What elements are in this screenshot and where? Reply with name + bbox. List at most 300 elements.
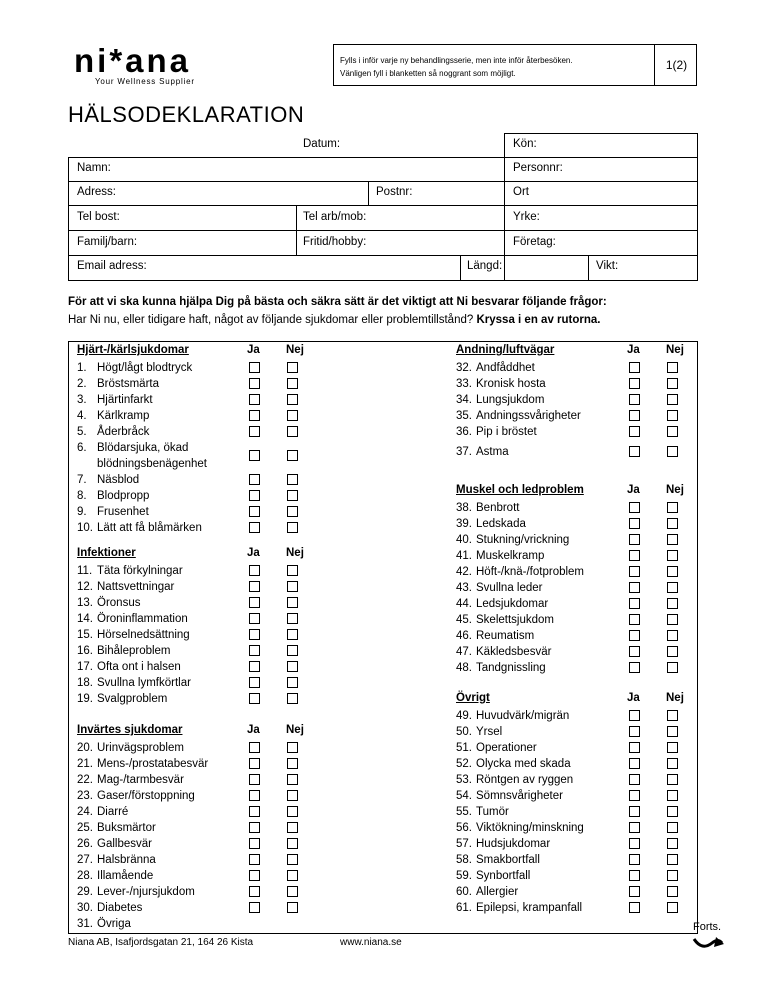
ja-checkbox[interactable] xyxy=(629,854,640,865)
ja-checkbox[interactable] xyxy=(249,774,260,785)
question-text: Mens-/prostatabesvär xyxy=(97,758,209,770)
ja-checkbox[interactable] xyxy=(249,522,260,533)
question-text: Frusenhet xyxy=(97,506,149,518)
question-item xyxy=(77,360,245,376)
ja-checkbox[interactable] xyxy=(629,550,640,561)
question-text: Öroninflammation xyxy=(97,613,188,625)
nej-checkbox[interactable] xyxy=(667,410,678,421)
ja-checkbox[interactable] xyxy=(249,758,260,769)
ja-checkbox[interactable] xyxy=(629,598,640,609)
question-number: 51. xyxy=(456,742,472,754)
ja-checkbox[interactable] xyxy=(629,534,640,545)
question-number: 24. xyxy=(77,806,93,818)
nej-checkbox[interactable] xyxy=(287,581,298,592)
question-number: 60. xyxy=(456,886,472,898)
section-title: Infektioner xyxy=(77,547,136,559)
tel-bost-field[interactable]: Tel bost: xyxy=(77,211,120,223)
question-item xyxy=(77,772,245,788)
question-item xyxy=(456,424,625,440)
nej-checkbox[interactable] xyxy=(667,598,678,609)
nej-checkbox[interactable] xyxy=(287,645,298,656)
question-item xyxy=(456,444,625,460)
question-number: 13. xyxy=(77,597,93,609)
question-item xyxy=(456,852,625,868)
question-item xyxy=(456,868,625,884)
ja-checkbox[interactable] xyxy=(249,902,260,913)
nej-checkbox[interactable] xyxy=(667,582,678,593)
question-text: Käkledsbesvär xyxy=(476,646,552,658)
question-text: Astma xyxy=(476,446,509,458)
question-item xyxy=(456,708,625,724)
question-text: Blödarsjuka, ökad xyxy=(97,442,189,454)
question-text: Synbortfall xyxy=(476,870,531,882)
nej-checkbox[interactable] xyxy=(287,362,298,373)
nej-checkbox[interactable] xyxy=(287,490,298,501)
ja-checkbox[interactable] xyxy=(249,645,260,656)
email-field[interactable]: Email adress: xyxy=(77,260,147,272)
nej-checkbox[interactable] xyxy=(667,362,678,373)
question-text: Täta förkylningar xyxy=(97,565,183,577)
nej-checkbox[interactable] xyxy=(287,790,298,801)
intro-instruction xyxy=(68,314,600,326)
question-text: Lungsjukdom xyxy=(476,394,545,406)
question-text: Näsblod xyxy=(97,474,140,486)
datum-field[interactable]: Datum: xyxy=(303,138,341,150)
nej-checkbox[interactable] xyxy=(667,774,678,785)
nej-checkbox[interactable] xyxy=(667,534,678,545)
question-item xyxy=(77,472,245,488)
question-number: 21. xyxy=(77,758,93,770)
question-item xyxy=(77,804,245,820)
nej-checkbox[interactable] xyxy=(287,565,298,576)
ja-checkbox[interactable] xyxy=(629,886,640,897)
question-number: 34. xyxy=(456,394,472,406)
question-item xyxy=(77,740,245,756)
question-number: 50. xyxy=(456,726,472,738)
ja-checkbox[interactable] xyxy=(629,902,640,913)
question-item xyxy=(456,836,625,852)
question-item xyxy=(77,563,245,579)
ja-checkbox[interactable] xyxy=(249,581,260,592)
question-text: Övriga xyxy=(97,918,131,930)
foretag-field[interactable]: Företag: xyxy=(513,236,556,248)
section-title: Hjärt-/kärlsjukdomar xyxy=(77,344,189,356)
nej-checkbox[interactable] xyxy=(287,474,298,485)
question-text: Benbrott xyxy=(476,502,520,514)
question-number: 16. xyxy=(77,645,93,657)
question-item xyxy=(456,516,625,532)
vikt-field[interactable]: Vikt: xyxy=(596,260,619,272)
question-number: 10. xyxy=(77,522,93,534)
ja-checkbox[interactable] xyxy=(249,693,260,704)
question-text: Stukning/vrickning xyxy=(476,534,570,546)
nej-checkbox[interactable] xyxy=(667,854,678,865)
postnr-field[interactable]: Postnr: xyxy=(376,186,413,198)
ja-checkbox[interactable] xyxy=(629,710,640,721)
ja-checkbox[interactable] xyxy=(249,490,260,501)
nej-column-label: Nej xyxy=(666,484,684,496)
ja-column-label: Ja xyxy=(247,724,260,736)
question-number: 36. xyxy=(456,426,472,438)
question-text: Viktökning/minskning xyxy=(476,822,584,834)
yrke-field[interactable]: Yrke: xyxy=(513,211,540,223)
familj-field[interactable]: Familj/barn: xyxy=(77,236,138,248)
question-text: Öronsus xyxy=(97,597,141,609)
nej-checkbox[interactable] xyxy=(667,378,678,389)
ja-checkbox[interactable] xyxy=(629,742,640,753)
nej-checkbox[interactable] xyxy=(287,742,298,753)
nej-checkbox[interactable] xyxy=(667,710,678,721)
ja-checkbox[interactable] xyxy=(249,742,260,753)
nej-checkbox[interactable] xyxy=(667,870,678,881)
ja-checkbox[interactable] xyxy=(629,446,640,457)
question-text: Urinvägsproblem xyxy=(97,742,184,754)
question-item xyxy=(456,612,625,628)
question-text: Lätt att få blåmärken xyxy=(97,522,202,534)
question-item xyxy=(456,500,625,516)
nej-checkbox[interactable] xyxy=(667,838,678,849)
ja-checkbox[interactable] xyxy=(249,613,260,624)
question-number: 31. xyxy=(77,918,93,930)
ja-checkbox[interactable] xyxy=(249,661,260,672)
question-text: Svullna leder xyxy=(476,582,543,594)
nej-checkbox[interactable] xyxy=(287,378,298,389)
question-text: Kronisk hosta xyxy=(476,378,546,390)
question-number: 5. xyxy=(77,426,87,438)
question-number: 35. xyxy=(456,410,472,422)
nej-checkbox[interactable] xyxy=(667,662,678,673)
nej-checkbox[interactable] xyxy=(667,742,678,753)
ja-checkbox[interactable] xyxy=(249,597,260,608)
question-number: 54. xyxy=(456,790,472,802)
ort-field[interactable]: Ort xyxy=(513,186,529,198)
ja-checkbox[interactable] xyxy=(249,790,260,801)
ja-checkbox[interactable] xyxy=(629,726,640,737)
ja-checkbox[interactable] xyxy=(629,774,640,785)
question-number: 56. xyxy=(456,822,472,834)
nej-checkbox[interactable] xyxy=(667,630,678,641)
question-text: Sömnsvårigheter xyxy=(476,790,563,802)
ja-checkbox[interactable] xyxy=(629,790,640,801)
ja-checkbox[interactable] xyxy=(249,474,260,485)
question-number: 4. xyxy=(77,410,87,422)
question-item xyxy=(77,788,245,804)
nej-checkbox[interactable] xyxy=(287,629,298,640)
question-text: Ofta ont i halsen xyxy=(97,661,181,673)
question-text: Högt/lågt blodtryck xyxy=(97,362,193,374)
nej-checkbox[interactable] xyxy=(667,806,678,817)
question-number: 32. xyxy=(456,362,472,374)
question-number: 23. xyxy=(77,790,93,802)
intro-question: Har Ni nu, eller tidigare haft, något av följande sjukdomar eller problemtillstånd? xyxy=(68,314,474,326)
nej-checkbox[interactable] xyxy=(287,506,298,517)
nej-checkbox[interactable] xyxy=(667,550,678,561)
question-item xyxy=(456,788,625,804)
ja-checkbox[interactable] xyxy=(249,870,260,881)
question-text: Hjärtinfarkt xyxy=(97,394,153,406)
instruction-text xyxy=(340,54,650,80)
question-number: 59. xyxy=(456,870,472,882)
question-number: 58. xyxy=(456,854,472,866)
fritid-field[interactable]: Fritid/hobby: xyxy=(303,236,367,248)
question-item xyxy=(77,424,245,440)
question-item xyxy=(77,659,245,675)
question-item xyxy=(77,916,245,932)
ja-checkbox[interactable] xyxy=(629,410,640,421)
nej-checkbox[interactable] xyxy=(667,426,678,437)
question-item xyxy=(456,628,625,644)
nej-checkbox[interactable] xyxy=(667,502,678,513)
ja-checkbox[interactable] xyxy=(249,806,260,817)
nej-checkbox[interactable] xyxy=(667,886,678,897)
ja-checkbox[interactable] xyxy=(249,838,260,849)
instruction-box xyxy=(333,44,697,86)
ja-checkbox[interactable] xyxy=(629,838,640,849)
questionnaire-right-border xyxy=(697,341,698,933)
ja-checkbox[interactable] xyxy=(629,646,640,657)
question-text: Bröstsmärta xyxy=(97,378,159,390)
question-text: Hörselnedsättning xyxy=(97,629,190,641)
ja-checkbox[interactable] xyxy=(629,870,640,881)
question-text: Buksmärtor xyxy=(97,822,156,834)
question-number: 43. xyxy=(456,582,472,594)
nej-checkbox[interactable] xyxy=(287,822,298,833)
question-number: 61. xyxy=(456,902,472,914)
question-text: Illamående xyxy=(97,870,154,882)
question-item xyxy=(77,627,245,643)
ja-checkbox[interactable] xyxy=(249,410,260,421)
ja-checkbox[interactable] xyxy=(629,566,640,577)
ja-checkbox[interactable] xyxy=(629,662,640,673)
question-item xyxy=(456,724,625,740)
question-text: Operationer xyxy=(476,742,537,754)
nej-checkbox[interactable] xyxy=(287,410,298,421)
question-item xyxy=(77,520,245,536)
nej-checkbox[interactable] xyxy=(287,902,298,913)
question-text: Diabetes xyxy=(97,902,143,914)
ja-checkbox[interactable] xyxy=(629,758,640,769)
question-number: 47. xyxy=(456,646,472,658)
nej-checkbox[interactable] xyxy=(667,902,678,913)
adress-field[interactable]: Adress: xyxy=(77,186,116,198)
question-text: Pip i bröstet xyxy=(476,426,537,438)
continue-arrow-icon xyxy=(692,935,726,951)
question-number: 25. xyxy=(77,822,93,834)
ja-checkbox[interactable] xyxy=(629,518,640,529)
nej-checkbox[interactable] xyxy=(287,870,298,881)
question-item xyxy=(77,691,245,707)
question-number: 41. xyxy=(456,550,472,562)
nej-checkbox[interactable] xyxy=(667,758,678,769)
question-item xyxy=(456,820,625,836)
continued-label: Forts. xyxy=(693,921,722,933)
nej-checkbox[interactable] xyxy=(287,677,298,688)
question-number: 26. xyxy=(77,838,93,850)
question-number: 7. xyxy=(77,474,87,486)
question-item xyxy=(77,820,245,836)
nej-checkbox[interactable] xyxy=(287,774,298,785)
question-item xyxy=(456,564,625,580)
question-item xyxy=(77,488,245,504)
nej-checkbox[interactable] xyxy=(287,886,298,897)
question-text: Gaser/förstoppning xyxy=(97,790,195,802)
question-number: 42. xyxy=(456,566,472,578)
ja-checkbox[interactable] xyxy=(249,822,260,833)
ja-checkbox[interactable] xyxy=(249,378,260,389)
ja-column-label: Ja xyxy=(627,692,640,704)
nej-column-label: Nej xyxy=(666,344,684,356)
question-number: 33. xyxy=(456,378,472,390)
nej-checkbox[interactable] xyxy=(667,518,678,529)
nej-checkbox[interactable] xyxy=(287,394,298,405)
ja-checkbox[interactable] xyxy=(629,630,640,641)
ja-checkbox[interactable] xyxy=(629,822,640,833)
question-item xyxy=(456,660,625,676)
nej-column-label: Nej xyxy=(286,724,304,736)
ja-checkbox[interactable] xyxy=(629,394,640,405)
question-number: 1. xyxy=(77,362,87,374)
ja-checkbox[interactable] xyxy=(629,426,640,437)
nej-column-label: Nej xyxy=(286,547,304,559)
nej-checkbox[interactable] xyxy=(287,661,298,672)
question-item xyxy=(77,611,245,627)
nej-checkbox[interactable] xyxy=(287,854,298,865)
question-number: 11. xyxy=(77,565,93,577)
ja-checkbox[interactable] xyxy=(629,806,640,817)
question-item xyxy=(77,579,245,595)
question-item xyxy=(456,580,625,596)
question-item xyxy=(77,852,245,868)
question-number: 8. xyxy=(77,490,87,502)
ja-checkbox[interactable] xyxy=(629,582,640,593)
question-number: 55. xyxy=(456,806,472,818)
nej-checkbox[interactable] xyxy=(667,614,678,625)
nej-checkbox[interactable] xyxy=(667,646,678,657)
question-text: Lever-/njursjukdom xyxy=(97,886,195,898)
question-text: Gallbesvär xyxy=(97,838,152,850)
question-item xyxy=(456,360,625,376)
question-text: Svullna lymfkörtlar xyxy=(97,677,191,689)
footer-website: www.niana.se xyxy=(340,937,402,948)
question-text: Bihåleproblem xyxy=(97,645,171,657)
ja-checkbox[interactable] xyxy=(249,426,260,437)
nej-checkbox[interactable] xyxy=(667,822,678,833)
question-number: 14. xyxy=(77,613,93,625)
question-number: 17. xyxy=(77,661,93,673)
question-item xyxy=(77,440,245,472)
nej-checkbox[interactable] xyxy=(667,394,678,405)
nej-checkbox[interactable] xyxy=(667,446,678,457)
question-text: Mag-/tarmbesvär xyxy=(97,774,184,786)
personnr-field[interactable]: Personnr: xyxy=(513,162,563,174)
ja-checkbox[interactable] xyxy=(249,506,260,517)
ja-checkbox[interactable] xyxy=(249,394,260,405)
question-item xyxy=(456,884,625,900)
ja-checkbox[interactable] xyxy=(249,854,260,865)
question-item xyxy=(77,756,245,772)
question-item xyxy=(77,675,245,691)
langd-field[interactable]: Längd: xyxy=(467,260,503,272)
ja-checkbox[interactable] xyxy=(249,565,260,576)
ja-checkbox[interactable] xyxy=(629,378,640,389)
question-text: Svalgproblem xyxy=(97,693,168,705)
ja-checkbox[interactable] xyxy=(249,677,260,688)
nej-checkbox[interactable] xyxy=(287,758,298,769)
question-item xyxy=(77,643,245,659)
nej-checkbox[interactable] xyxy=(287,522,298,533)
question-item xyxy=(77,884,245,900)
ja-checkbox[interactable] xyxy=(249,886,260,897)
nej-checkbox[interactable] xyxy=(287,426,298,437)
question-number: 39. xyxy=(456,518,472,530)
nej-checkbox[interactable] xyxy=(287,613,298,624)
question-text: Åderbråck xyxy=(97,426,150,438)
nej-checkbox[interactable] xyxy=(667,726,678,737)
question-text: Kärlkramp xyxy=(97,410,150,422)
nej-checkbox[interactable] xyxy=(667,790,678,801)
question-number: 52. xyxy=(456,758,472,770)
ja-checkbox[interactable] xyxy=(629,614,640,625)
question-number: 45. xyxy=(456,614,472,626)
question-number: 37. xyxy=(456,446,472,458)
question-item xyxy=(456,408,625,424)
question-number: 44. xyxy=(456,598,472,610)
nej-checkbox[interactable] xyxy=(287,693,298,704)
ja-checkbox[interactable] xyxy=(249,362,260,373)
logo: ni*ana xyxy=(74,42,192,79)
question-text: Andfåddhet xyxy=(476,362,535,374)
question-number: 9. xyxy=(77,506,87,518)
question-number: 40. xyxy=(456,534,472,546)
nej-checkbox[interactable] xyxy=(667,566,678,577)
kon-field[interactable]: Kön: xyxy=(513,138,537,150)
nej-checkbox[interactable] xyxy=(287,838,298,849)
nej-checkbox[interactable] xyxy=(287,806,298,817)
instruction-line-1: Fylls i inför varje ny behandlingsserie, men inte inför återbesöken. xyxy=(340,56,573,65)
ja-checkbox[interactable] xyxy=(629,502,640,513)
question-item xyxy=(77,868,245,884)
nej-column-label: Nej xyxy=(286,344,304,356)
namn-field[interactable]: Namn: xyxy=(77,162,111,174)
ja-checkbox[interactable] xyxy=(629,362,640,373)
question-text: Tumör xyxy=(476,806,509,818)
page-title: HÄLSODEKLARATION xyxy=(68,102,305,127)
intro-check-instruction: Kryssa i en av rutorna. xyxy=(476,314,601,326)
question-number: 20. xyxy=(77,742,93,754)
tel-arb-field[interactable]: Tel arb/mob: xyxy=(303,211,367,223)
question-item xyxy=(456,772,625,788)
question-text: Reumatism xyxy=(476,630,535,642)
question-number: 29. xyxy=(77,886,93,898)
question-text: Yrsel xyxy=(476,726,503,738)
nej-checkbox[interactable] xyxy=(287,597,298,608)
question-number: 48. xyxy=(456,662,472,674)
question-item xyxy=(456,392,625,408)
section-title: Invärtes sjukdomar xyxy=(77,724,183,736)
questionnaire-left-border xyxy=(68,341,69,933)
question-text: Ledskada xyxy=(476,518,526,530)
question-text: Röntgen av ryggen xyxy=(476,774,574,786)
section-title: Muskel och ledproblem xyxy=(456,484,584,496)
nej-checkbox[interactable] xyxy=(287,450,298,461)
question-text: Nattsvettningar xyxy=(97,581,175,593)
footer-address: Niana AB, Isafjordsgatan 21, 164 26 Kista xyxy=(68,937,254,948)
question-number: 49. xyxy=(456,710,472,722)
question-number: 28. xyxy=(77,870,93,882)
ja-checkbox[interactable] xyxy=(249,450,260,461)
ja-column-label: Ja xyxy=(627,484,640,496)
ja-checkbox[interactable] xyxy=(249,629,260,640)
